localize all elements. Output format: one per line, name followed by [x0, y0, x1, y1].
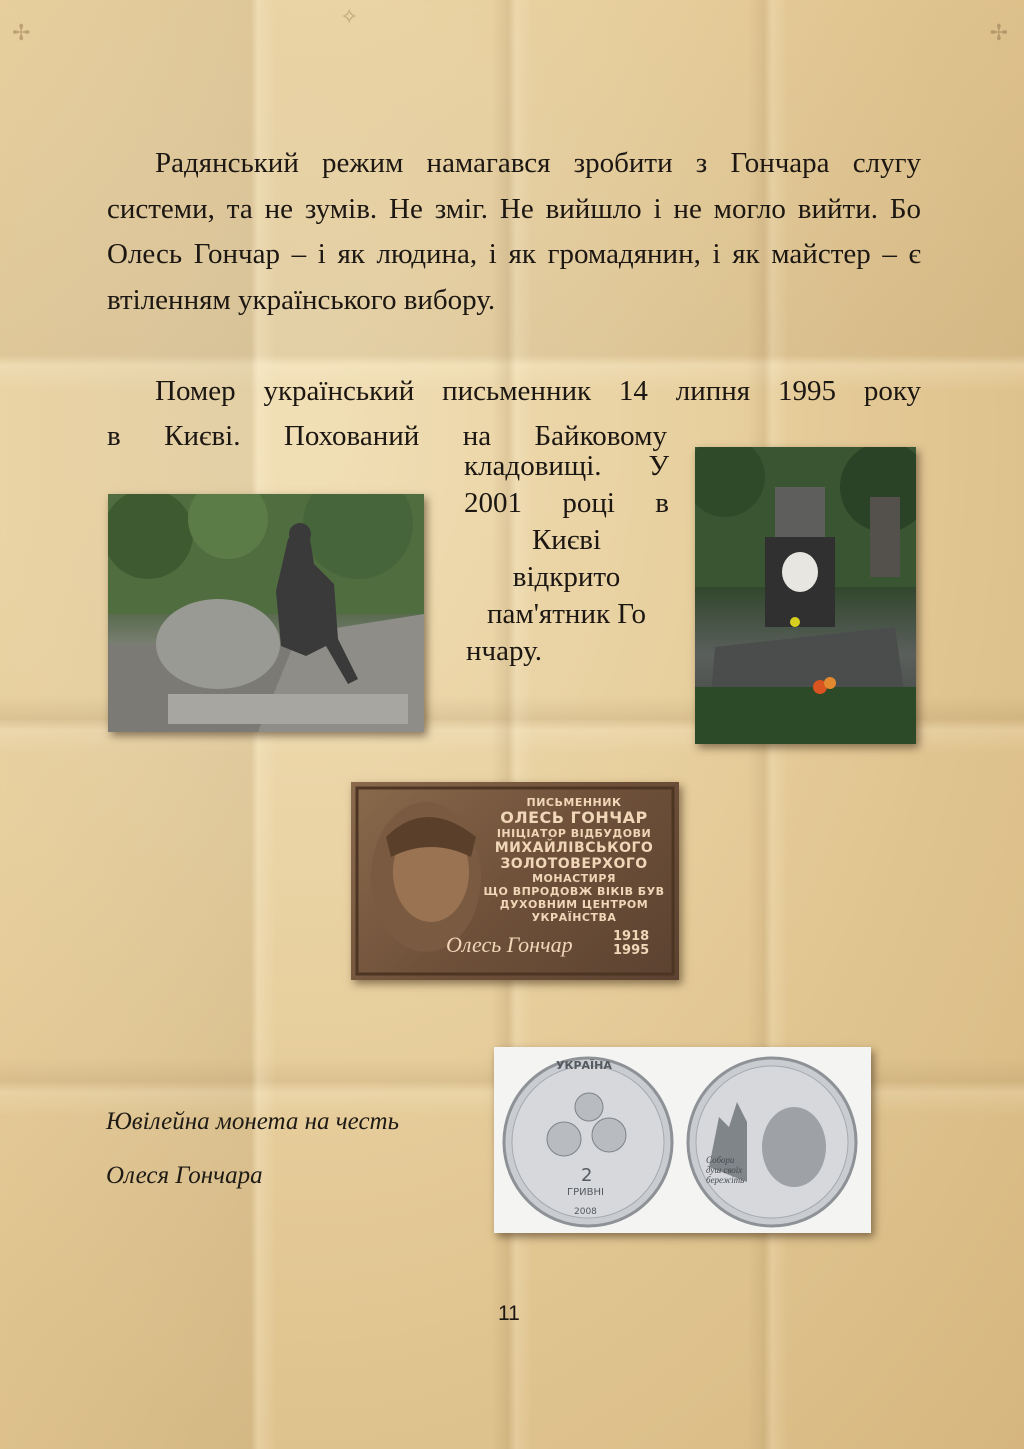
- monument-illustration: [108, 494, 424, 732]
- coin-currency: ГРИВНІ: [567, 1187, 604, 1198]
- coin-country: УКРАЇНА: [556, 1059, 612, 1072]
- paragraph-2-line-1: Помер український письменник 14 липня 1995 року: [155, 375, 921, 407]
- page-number: 11: [498, 1302, 520, 1325]
- plaque-line: ІНІЦІАТОР ВІДБУДОВИ: [496, 827, 652, 840]
- plaque-line: МОНАСТИРЯ: [532, 872, 616, 885]
- plaque-line: ПИСЬМЕННИК: [526, 796, 622, 809]
- plaque-signature: Олесь Гончар: [446, 932, 573, 957]
- grave-photo: [695, 447, 916, 744]
- coin-year: 2008: [574, 1207, 597, 1217]
- ornament-mid-left: ✧: [340, 4, 359, 29]
- coin-caption-line-1: Ювілейна монета на честь: [106, 1108, 399, 1135]
- plaque-years: [613, 930, 649, 958]
- paragraph-2-column-line: нчару.: [466, 635, 542, 667]
- plaque-text: [479, 796, 669, 924]
- coin-reverse-line: душ своїх: [706, 1165, 743, 1175]
- coin-caption-line-2: Олеся Гончара: [106, 1162, 263, 1189]
- plaque-line: ДУХОВНИМ ЦЕНТРОМ: [499, 898, 649, 911]
- coin-illustration: [494, 1047, 871, 1233]
- plaque-line: ЩО ВПРОДОВЖ ВІКІВ БУВ: [483, 885, 665, 898]
- plaque-line: ОЛЕСЬ ГОНЧАР: [500, 808, 648, 827]
- ornament-right: ✢: [989, 20, 1008, 45]
- paragraph-2-line-2: в Києві. Похований на Байковому: [107, 420, 667, 452]
- grave-illustration: [695, 447, 916, 744]
- ornament-left: ✢: [12, 20, 31, 45]
- plaque-year-death: 1995: [613, 943, 650, 958]
- coin-reverse-text: [706, 1155, 744, 1185]
- paragraph-2-column: [464, 448, 669, 670]
- paragraph-2-column-line: Києві: [531, 524, 602, 556]
- paragraph-2-column-line: відкрито: [512, 561, 621, 593]
- paragraph-2-column-line: пам'ятник Го: [486, 598, 647, 630]
- plaque-year-birth: 1918: [613, 929, 650, 944]
- paragraph-2-column-line: 2001 році в: [464, 487, 669, 519]
- plaque-line: МИХАЙЛІВСЬКОГО: [494, 840, 654, 856]
- coin-denomination: 2: [581, 1165, 593, 1186]
- paragraph-2-column-line: кладовищі. У: [464, 450, 669, 482]
- paragraph-1-text: Радянський режим намагався зробити з Гончара слугу системи, та не зумів. Не зміг. Не вийшло і не могло вийти. Бо Олесь Гончар – і як людина, і як громадянин, і як майстер – є втіленням українського вибору.: [107, 147, 921, 316]
- plaque-line: ЗОЛОТОВЕРХОГО: [500, 856, 648, 872]
- memorial-plaque: [351, 782, 679, 980]
- coin-reverse-line: Собори: [706, 1155, 735, 1165]
- coin-reverse-line: бережіть: [706, 1175, 745, 1185]
- coin-photo: [494, 1047, 871, 1233]
- paragraph-1: [107, 141, 921, 323]
- monument-photo: [108, 494, 424, 732]
- plaque-line: УКРАЇНСТВА: [531, 911, 617, 924]
